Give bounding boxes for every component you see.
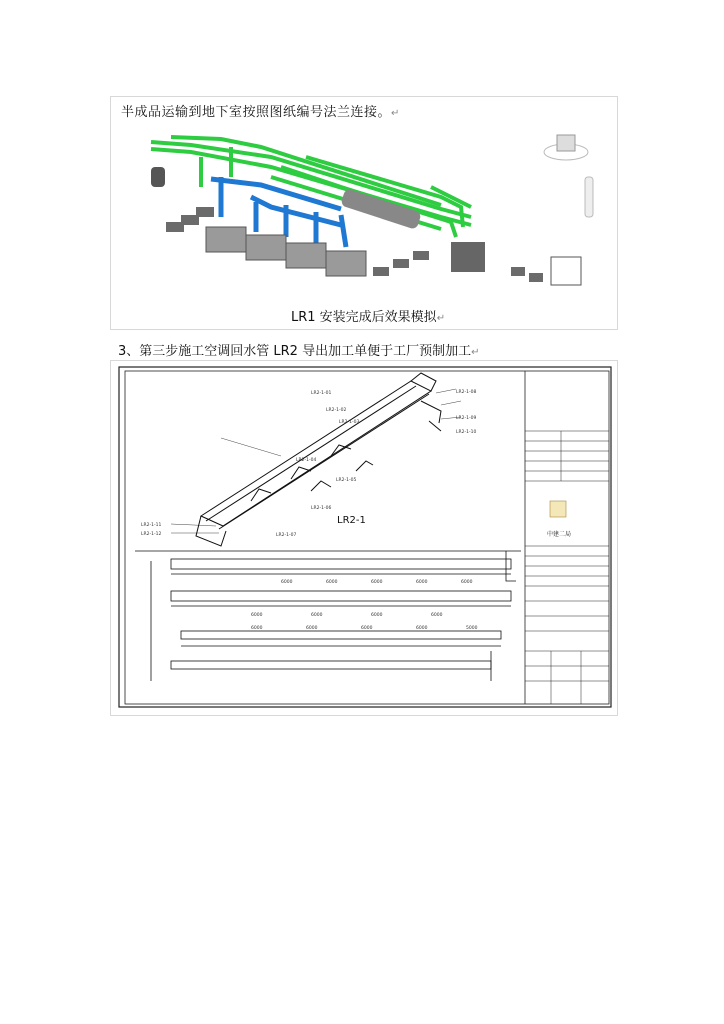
callout-tag: LR2-1-11: [141, 523, 162, 528]
figure1-caption-top: 半成品运输到地下室按照图纸编号法兰连接。↵: [121, 105, 400, 120]
callout-tag: LR2-1-04: [296, 458, 317, 463]
isometric-pipe-drawing: [196, 373, 441, 546]
cad-drawing: [111, 361, 617, 715]
viewcube-icon: [544, 135, 588, 160]
svg-text:5000: 5000: [466, 626, 478, 631]
svg-text:6000: 6000: [306, 626, 318, 631]
figure-lr1-simulation: [110, 96, 618, 330]
svg-text:6000: 6000: [326, 580, 338, 585]
svg-text:6000: 6000: [281, 580, 293, 585]
title-block-company: 中建二局: [547, 531, 572, 538]
cooling-equipment: [451, 242, 485, 272]
svg-text:6000: 6000: [461, 580, 473, 585]
callout-tag: LR2-1-05: [336, 478, 357, 483]
callout-tag: LR2-1-07: [276, 533, 297, 538]
callout-tag: LR2-1-06: [311, 506, 332, 511]
callout-tag: LR2-1-10: [456, 430, 477, 435]
callout-tag: LR2-1-01: [311, 391, 332, 396]
callout-tag: LR2-1-09: [456, 416, 477, 421]
callout-tags: [141, 389, 476, 538]
figure1-caption-bottom: LR1 安装完成后效果模拟↵: [291, 310, 446, 325]
figure-lr2-shop-drawing: [110, 360, 618, 716]
sheet-border-inner: [125, 371, 609, 704]
drawing-main-label: LR2-1: [337, 515, 366, 526]
company-logo-icon: [550, 501, 566, 517]
svg-text:6000: 6000: [416, 580, 428, 585]
frame-equipment: [551, 257, 581, 285]
lr1-3d-model-illustration: [111, 97, 617, 329]
dimension-row-3: [251, 625, 478, 631]
svg-text:6000: 6000: [371, 580, 383, 585]
step3-text: 3、第三步施工空调回水管 LR2 导出加工单便于工厂预制加工↵: [118, 344, 480, 359]
tank-icon: [151, 167, 165, 187]
svg-text:6000: 6000: [371, 613, 383, 618]
svg-text:6000: 6000: [416, 626, 428, 631]
callout-tag: LR2-1-03: [339, 420, 360, 425]
sheet-border-outer: [119, 367, 611, 707]
plan-elevation-drawings: [135, 551, 521, 681]
svg-text:6000: 6000: [251, 613, 263, 618]
dimension-row-1: [281, 579, 473, 585]
svg-text:6000: 6000: [251, 626, 263, 631]
svg-text:6000: 6000: [361, 626, 373, 631]
title-block: [525, 431, 609, 704]
callout-tag: LR2-1-02: [326, 408, 347, 413]
dimension-row-2: [251, 612, 443, 618]
svg-text:6000: 6000: [311, 613, 323, 618]
callout-tag: LR2-1-08: [456, 390, 477, 395]
callout-tag: LR2-1-12: [141, 532, 162, 537]
nav-bar-icon: [585, 177, 593, 217]
svg-text:6000: 6000: [431, 613, 443, 618]
